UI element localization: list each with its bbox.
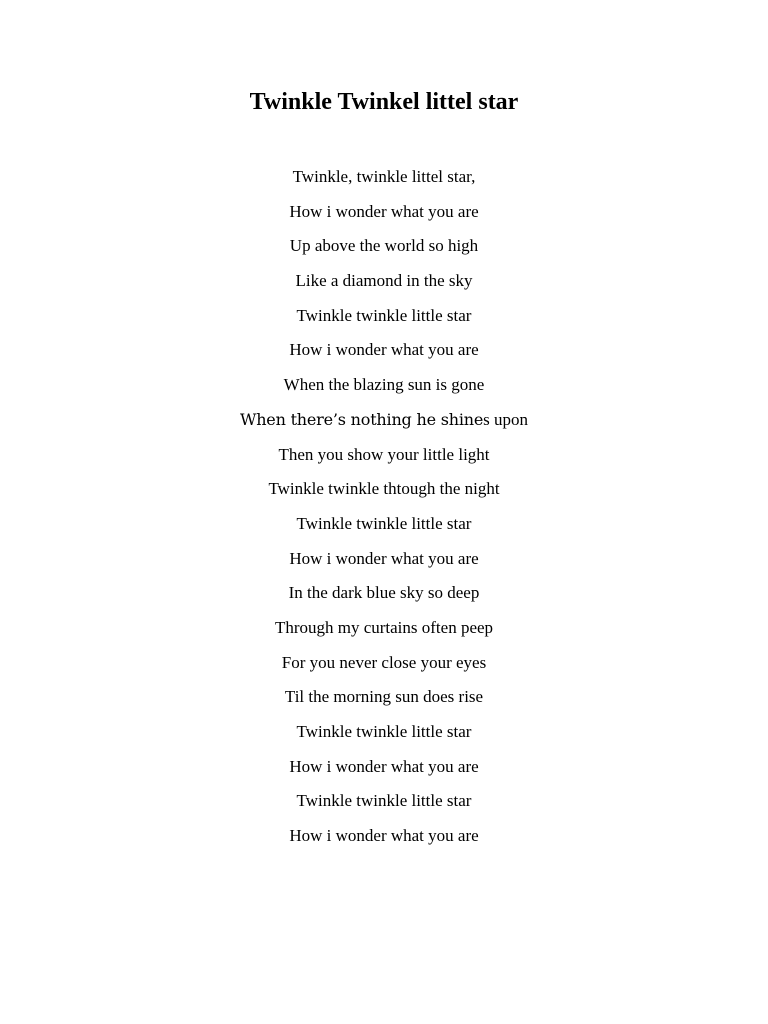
- poem-line: [0, 650, 768, 685]
- poem-line: [0, 580, 768, 615]
- poem-line-text: Up above the world so high: [289, 236, 479, 256]
- poem-line: [0, 719, 768, 754]
- poem-line: [0, 268, 768, 303]
- poem-line: [0, 823, 768, 858]
- poem-line-text: Twinkle twinkle little star: [296, 722, 472, 741]
- poem-line-text: For you never close your eyes: [281, 652, 487, 672]
- poem-line: [0, 407, 768, 442]
- poem-line-styled-text: When there’s nothing he shine: [239, 409, 484, 429]
- poem-line-text: Through my curtains often peep: [274, 617, 494, 637]
- poem-line-text: Twinkle twinkle little star: [296, 513, 472, 533]
- poem-line-text: How i wonder what you are: [289, 340, 479, 360]
- poem-line-text: In the dark blue sky so deep: [288, 583, 480, 603]
- poem-line-text: How i wonder what you are: [289, 548, 479, 568]
- poem-line-text: How i wonder what you are: [289, 756, 479, 776]
- page-title: Twinkle Twinkel littel star: [249, 89, 519, 115]
- poem-line: [0, 476, 768, 511]
- poem-line-text: Twinkle twinkle little star: [296, 791, 472, 811]
- poem-line: [0, 511, 768, 546]
- poem-line-text: Then you show your little light: [278, 444, 490, 464]
- poem-line-text: How i wonder what you are: [289, 201, 479, 221]
- poem-line-text: Til the morning sun does rise: [284, 687, 484, 707]
- poem-line: [0, 684, 768, 719]
- poem-line: [0, 788, 768, 823]
- poem-line: [0, 754, 768, 789]
- poem-line: [0, 164, 768, 199]
- poem-line-text: When the blazing sun is gone: [283, 375, 485, 395]
- poem-line-text: Twinkle twinkle little star: [296, 305, 472, 325]
- poem-line-text: Twinkle twinkle thtough the night: [268, 479, 500, 499]
- poem-line: [0, 442, 768, 477]
- poem-lines: [0, 164, 768, 858]
- poem-line: [0, 303, 768, 338]
- poem-line: [0, 546, 768, 581]
- poem-line: [0, 372, 768, 407]
- poem-line: [0, 233, 768, 268]
- poem-line-text: Twinkle, twinkle littel star,: [292, 167, 476, 186]
- poem-line: [0, 337, 768, 372]
- poem-line-text: s upon: [483, 409, 529, 429]
- poem-line: [0, 199, 768, 234]
- poem-line: [0, 615, 768, 650]
- poem-line-text: How i wonder what you are: [289, 826, 479, 846]
- poem-line-text: Like a diamond in the sky: [295, 271, 473, 291]
